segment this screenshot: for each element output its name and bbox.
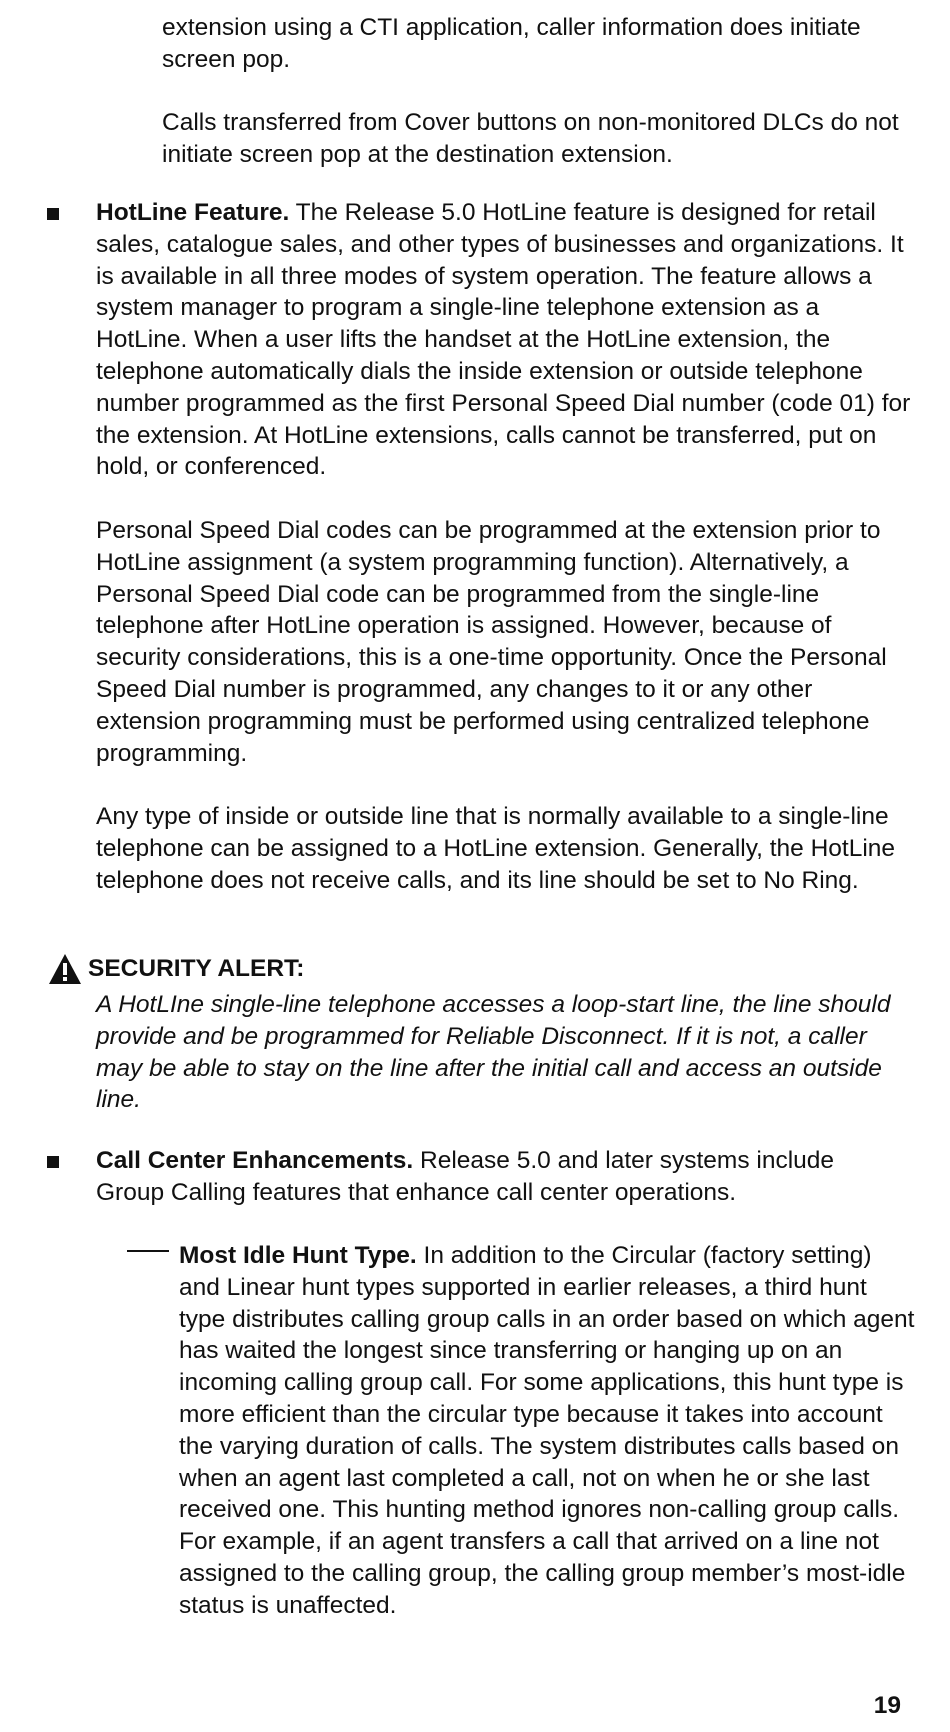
continuation-paragraph-2: Calls transferred from Cover buttons on non-monitored DLCs do not initiate screen pop at the destination extension.: [162, 109, 899, 168]
bullet-marker: [47, 208, 59, 220]
hotline-paragraph-1-text: The Release 5.0 HotLine feature is designed for retail sales, catalogue sales, and other types of businesses and organizations. It is available in all three modes of system operation. The feature allows a system manager to program a single-line telephone extension as a HotLine. When a user lifts the handset at the HotLine extension, the telephone automatically dials the inside extension or outside telephone number programmed as the first Personal Speed Dial number (code 01) for the extension. At HotLine extensions, calls cannot be transferred, put on hold, or conferenced.: [96, 199, 911, 481]
call-center-paragraph: [96, 1145, 904, 1209]
hotline-heading: HotLine Feature.: [96, 199, 290, 226]
security-alert-heading: [48, 953, 304, 985]
most-idle-text: In addition to the Circular (factory setting) and Linear hunt types supported in earlier releases, a third hunt type distributes calling group calls in an order based on which agent has waited the longest since transferring or hanging up on an incoming calling group call. For some applications, this hunt type is more efficient than the circular type because it takes into account the varying duration of calls. The system distributes calls based on when an agent last completed a call, not on when he or she last received one. This hunting method ignores non-calling group calls. For example, if an agent transfers a call that arrived on a line not assigned to the calling group, the calling group member’s most-idle status is unaffected.: [179, 1242, 915, 1619]
warning-triangle-icon: [48, 953, 82, 985]
bullet-marker: [47, 1156, 59, 1168]
call-center-heading: Call Center Enhancements.: [96, 1147, 414, 1174]
call-center-intro-text: Release 5.0 and later systems include Group Calling features that enhance call center operations.: [96, 1147, 835, 1206]
hotline-paragraph-1: [96, 197, 916, 483]
security-alert-title: SECURITY ALERT:: [88, 955, 305, 983]
dash-marker: [127, 1250, 169, 1252]
most-idle-paragraph: [179, 1240, 917, 1622]
continuation-paragraph-1: extension using a CTI application, caller information does initiate screen pop.: [162, 14, 861, 73]
hotline-paragraph-3: Any type of inside or outside line that is normally available to a single-line telephone can be assigned to a HotLine extension. Generally, the HotLine telephone does not receive calls, and its line should be set to No Ring.: [96, 803, 896, 894]
most-idle-heading: Most Idle Hunt Type.: [179, 1242, 417, 1269]
hotline-paragraph-2: Personal Speed Dial codes can be programmed at the extension prior to HotLine assignment (a system programming function). Alternatively, a Personal Speed Dial code can be programmed from the single-line telephone after HotLine operation is assigned. However, because of security considerations, this is a one-time opportunity. Once the Personal Speed Dial number is programmed, any changes to it or any other extension programming must be performed using centralized telephone programming.: [96, 517, 887, 767]
page-number: 19: [873, 1692, 901, 1719]
security-alert-body: A HotLIne single-line telephone accesses a loop-start line, the line should provide and be programmed for Reliable Disconnect. If it is not, a caller may be able to stay on the line after the initial call and access an outside line.: [96, 991, 891, 1114]
